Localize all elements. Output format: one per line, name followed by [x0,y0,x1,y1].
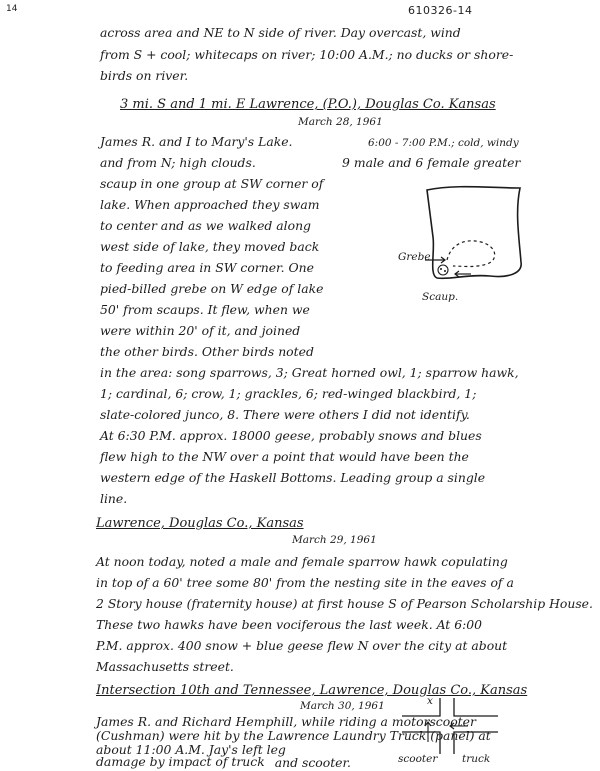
text-line: 1; cardinal, 6; crow, 1; grackles, 6; red-winged blackbird, 1; [100,386,477,401]
text-line: pied-billed grebe on W edge of lake [100,281,324,296]
entry-heading: Intersection 10th and Tennessee, Lawrence, Douglas Co., Kansas [96,683,528,698]
text-line: At 6:30 P.M. approx. 18000 geese, probably snows and blues [100,428,482,443]
text-line: about 11:00 A.M. Jay's left leg [96,742,286,757]
text-line: to center and as we walked along [100,218,311,233]
text-line: line. [100,491,128,506]
sketch-mark-x: x [427,695,433,707]
text-line: scaup in one group at SW corner of [100,176,324,191]
entry-date: March 29, 1961 [292,534,377,546]
text-line: in the area: song sparrows, 3; Great horned owl, 1; sparrow hawk, [100,365,519,380]
text-line: At noon today, noted a male and female sparrow hawk copulating [96,554,508,569]
text-line: 50' from scaups. It flew, when we [100,302,310,317]
text-line: P.M. approx. 400 snow + blue geese flew N over the city at about [96,638,508,653]
text-line: west side of lake, they moved back [100,239,320,254]
text-line: James R. and I to Mary's Lake. [100,134,293,149]
text-line: birds on river. [100,68,189,83]
text-line: 2 Story house (fraternity house) at first house S of Pearson Scholarship House. [96,596,593,611]
entry-date: March 28, 1961 [298,116,383,128]
text-line: 6:00 - 7:00 P.M.; cold, windy [368,137,519,149]
sketch-label-scooter: scooter [398,753,438,765]
text-line: western edge of the Haskell Bottoms. Leading group a single [100,470,486,485]
text-line: and from N; high clouds. [100,155,256,170]
text-line: in top of a 60' tree some 80' from the nesting site in the eaves of a [96,575,514,590]
document-id: 610326-14 [408,4,473,17]
text-line: These two hawks have been vociferous the last week. At 6:00 [96,617,483,632]
sketch-label-scaup: Scaup. [422,291,459,303]
lake-sketch [395,182,535,302]
text-line: slate-colored junco, 8. There were others I did not identify. [100,407,470,422]
intersection-sketch [398,696,508,756]
sketch-label-grebe: Grebe [398,251,431,263]
text-line: Massachusetts street. [96,659,234,674]
text-line: lake. When approached they swam [100,197,320,212]
sketch-label-truck: truck [462,753,491,765]
text-line: to feeding area in SW corner. One [100,260,314,275]
text-line: and scooter. [274,755,352,770]
entry-heading: Lawrence, Douglas Co., Kansas [96,516,304,531]
text-line: 9 male and 6 female greater [342,155,521,170]
entry-date: March 30, 1961 [300,700,385,712]
text-line: damage by impact of truck [96,754,265,769]
text-line: the other birds. Other birds noted [100,344,314,359]
text-line: were within 20' of it, and joined [100,323,301,338]
text-line: (Cushman) were hit by the Lawrence Laundry Truck (panel) at [96,728,491,743]
page-number: 14 [6,4,18,14]
text-line: James R. and Richard Hemphill, while riding a motorscooter [96,714,476,729]
text-line: across area and NE to N side of river. Day overcast, wind [100,25,461,40]
text-line: flew high to the NW over a point that would have been the [100,449,469,464]
entry-heading: 3 mi. S and 1 mi. E Lawrence, (P.O.), Douglas Co. Kansas [120,97,496,112]
text-line: from S + cool; whitecaps on river; 10:00 A.M.; no ducks or shore- [100,47,514,62]
